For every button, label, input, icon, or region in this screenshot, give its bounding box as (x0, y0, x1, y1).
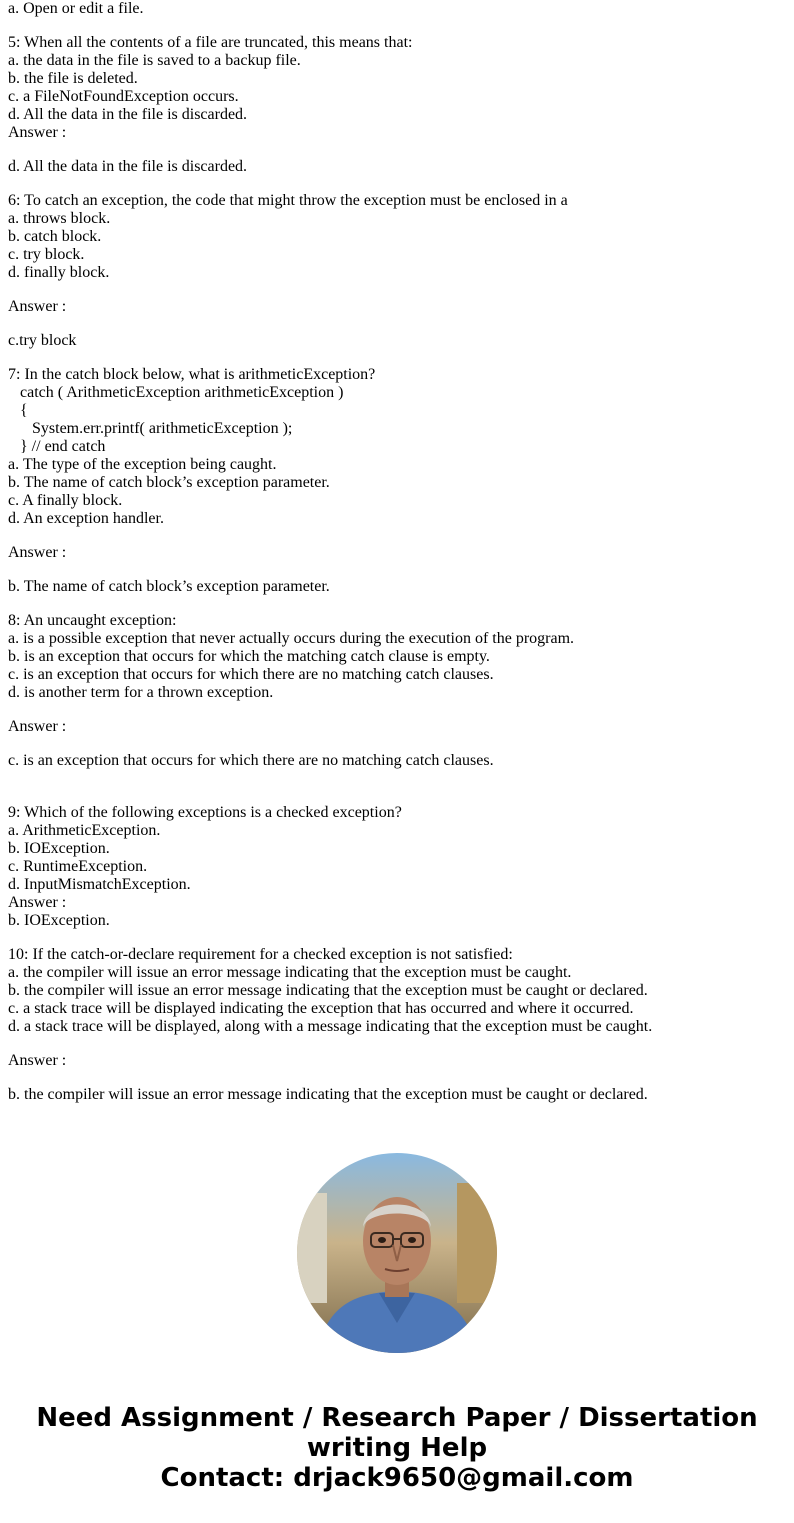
q5-option-a: a. the data in the file is saved to a backup file. (8, 52, 301, 69)
q10-answer: b. the compiler will issue an error message indicating that the exception must be caught or declared. (8, 1086, 648, 1103)
promo-line-2: writing Help (306, 1433, 488, 1463)
q7-option-d: d. An exception handler. (8, 510, 164, 527)
q8-stem: 8: An uncaught exception: (8, 612, 177, 629)
promo-contact: Contact: drjack9650@gmail.com (160, 1463, 634, 1493)
q5-option-d: d. All the data in the file is discarded. (8, 106, 248, 123)
q6-answer: c.try block (8, 332, 77, 349)
q7-answer-label: Answer : (8, 544, 67, 561)
q6-stem: 6: To catch an exception, the code that might throw the exception must be enclosed in a (8, 192, 568, 209)
q10-option-c: c. a stack trace will be displayed indicating the exception that has occurred and where it occurred. (8, 1000, 634, 1017)
q5-answer-label: Answer : (8, 124, 67, 141)
q7-option-c: c. A finally block. (8, 492, 123, 509)
q6-option-b: b. catch block. (8, 228, 102, 245)
q9-option-a: a. ArithmeticException. (8, 822, 161, 839)
q7-answer: b. The name of catch block’s exception parameter. (8, 578, 330, 595)
q6-answer-label: Answer : (8, 298, 67, 315)
q7-stem: 7: In the catch block below, what is arithmeticException? (8, 366, 376, 383)
q8-answer: c. is an exception that occurs for which there are no matching catch clauses. (8, 752, 494, 769)
q8-option-d: d. is another term for a thrown exception. (8, 684, 274, 701)
q7-code-line: { (20, 402, 28, 419)
q5-answer: d. All the data in the file is discarded. (8, 158, 248, 175)
q7-option-a: a. The type of the exception being caught. (8, 456, 277, 473)
q5-stem: 5: When all the contents of a file are truncated, this means that: (8, 34, 413, 51)
q7-code-line: } // end catch (20, 438, 106, 455)
q10-answer-label: Answer : (8, 1052, 67, 1069)
q7-code-line: catch ( ArithmeticException arithmeticException ) (20, 384, 344, 401)
q5-option-c: c. a FileNotFoundException occurs. (8, 88, 239, 105)
q7-code-line: System.err.printf( arithmeticException ); (32, 420, 293, 437)
q5-option-b: b. the file is deleted. (8, 70, 138, 87)
q8-answer-label: Answer : (8, 718, 67, 735)
q6-option-a: a. throws block. (8, 210, 111, 227)
q9-option-c: c. RuntimeException. (8, 858, 148, 875)
q4-option-a: a. Open or edit a file. (8, 0, 144, 17)
q10-option-d: d. a stack trace will be displayed, along with a message indicating that the exception must be caught. (8, 1018, 653, 1035)
q6-option-d: d. finally block. (8, 264, 110, 281)
author-portrait (297, 1153, 497, 1353)
q9-answer-label: Answer : (8, 894, 67, 911)
q8-option-a: a. is a possible exception that never actually occurs during the execution of the program. (8, 630, 575, 647)
promo-banner (0, 1403, 794, 1493)
q8-option-c: c. is an exception that occurs for which there are no matching catch clauses. (8, 666, 494, 683)
q9-option-d: d. InputMismatchException. (8, 876, 191, 893)
promo-line-1: Need Assignment / Research Paper / Dissertation (36, 1403, 758, 1433)
q10-option-a: a. the compiler will issue an error message indicating that the exception must be caught. (8, 964, 572, 981)
q10-option-b: b. the compiler will issue an error message indicating that the exception must be caught or declared. (8, 982, 648, 999)
q10-stem: 10: If the catch-or-declare requirement for a checked exception is not satisfied: (8, 946, 513, 963)
q7-option-b: b. The name of catch block’s exception parameter. (8, 474, 330, 491)
q6-option-c: c. try block. (8, 246, 85, 263)
q9-answer: b. IOException. (8, 912, 110, 929)
qa-document (8, 0, 788, 1104)
q9-option-b: b. IOException. (8, 840, 110, 857)
q9-stem: 9: Which of the following exceptions is a checked exception? (8, 804, 402, 821)
avatar (297, 1153, 497, 1353)
q8-option-b: b. is an exception that occurs for which the matching catch clause is empty. (8, 648, 490, 665)
